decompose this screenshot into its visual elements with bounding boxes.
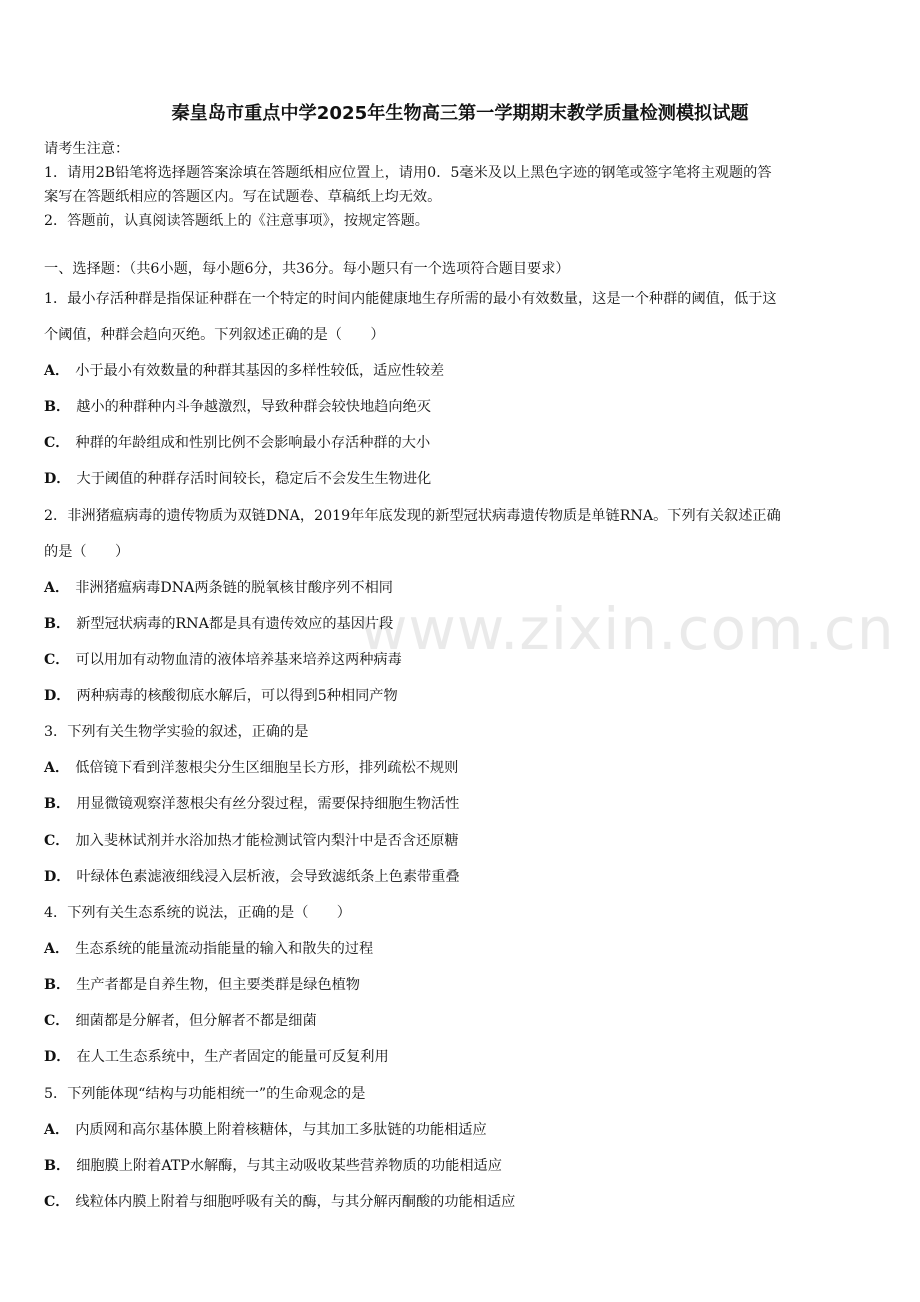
option-a (44, 938, 373, 960)
notice-line-3: 2．答题前，认真阅读答题纸上的《注意事项》，按规定答题。 (44, 213, 429, 229)
option-letter: B． (44, 977, 71, 993)
option-text: 叶绿体色素滤液细线浸入层析液，会导致滤纸条上色素带重叠 (76, 869, 460, 885)
question-stem: 1．最小存活种群是指保证种群在一个特定的时间内能健康地生存所需的最小有效数量，这是一个种群的阈值，低于这 (44, 291, 777, 307)
notice-heading: 请考生注意： (44, 141, 130, 157)
section-heading: 一、选择题：（共6小题，每小题6分，共36分。每小题只有一个选项符合题目要求） (44, 261, 570, 277)
option-text: 细胞膜上附着ATP水解酶，与其主动吸收某些营养物质的功能相适应 (76, 1158, 502, 1174)
option-letter: D． (44, 869, 71, 885)
option-d (44, 1046, 389, 1068)
option-letter: B． (44, 616, 71, 632)
option-text: 大于阈值的种群存活时间较长，稳定后不会发生生物进化 (76, 471, 432, 487)
notice-line-2: 案写在答题纸相应的答题区内。写在试题卷、草稿纸上均无效。 (44, 189, 442, 205)
option-text: 两种病毒的核酸彻底水解后，可以得到5种相同产物 (76, 688, 398, 704)
option-text: 低倍镜下看到洋葱根尖分生区细胞呈长方形，排列疏松不规则 (75, 760, 459, 776)
option-text: 新型冠状病毒的RNA都是具有遗传效应的基因片段 (76, 616, 394, 632)
option-c (44, 432, 430, 454)
option-letter: A． (44, 580, 70, 596)
question-stem: 个阈值，种群会趋向灭绝。下列叙述正确的是（ ） (44, 327, 385, 343)
option-b (44, 1155, 502, 1177)
question-stem: 4．下列有关生态系统的说法，正确的是（ ） (44, 905, 351, 921)
option-letter: C． (44, 833, 70, 849)
option-letter: A． (44, 1122, 70, 1138)
option-a (44, 757, 458, 779)
option-c (44, 1191, 515, 1213)
notice-line-1: 1．请用2B铅笔将选择题答案涂填在答题纸相应位置上，请用0．5毫米及以上黑色字迹的钢笔或签字笔将主观题的答 (44, 165, 772, 181)
option-text: 小于最小有效数量的种群其基因的多样性较低，适应性较差 (75, 363, 445, 379)
option-text: 用显微镜观察洋葱根尖有丝分裂过程，需要保持细胞生物活性 (76, 796, 460, 812)
option-b (44, 793, 459, 815)
option-d (44, 468, 431, 490)
page-title: 秦皇岛市重点中学2025年生物高三第一学期期末教学质量检测模拟试题 (171, 103, 749, 124)
option-text: 在人工生态系统中，生产者固定的能量可反复利用 (76, 1049, 389, 1065)
option-a (44, 360, 444, 382)
option-c (44, 1010, 317, 1032)
option-b (44, 396, 431, 418)
option-letter: B． (44, 399, 71, 415)
option-c (44, 649, 402, 671)
question-stem: 3．下列有关生物学实验的叙述，正确的是 (44, 724, 309, 740)
option-a (44, 1119, 487, 1141)
option-letter: C． (44, 1013, 70, 1029)
watermark: www.zixin.com.cn (360, 595, 895, 663)
option-letter: B． (44, 796, 71, 812)
option-a (44, 577, 393, 599)
option-text: 细菌都是分解者，但分解者不都是细菌 (75, 1013, 317, 1029)
option-letter: D． (44, 1049, 71, 1065)
option-letter: A． (44, 941, 70, 957)
option-c (44, 830, 459, 852)
option-d (44, 866, 460, 888)
option-text: 可以用加有动物血清的液体培养基来培养这两种病毒 (75, 652, 402, 668)
option-letter: A． (44, 363, 70, 379)
option-text: 非洲猪瘟病毒DNA两条链的脱氧核甘酸序列不相同 (75, 580, 393, 596)
option-text: 种群的年龄组成和性别比例不会影响最小存活种群的大小 (75, 435, 431, 451)
option-letter: C． (44, 435, 70, 451)
option-text: 线粒体内膜上附着与细胞呼吸有关的酶，与其分解丙酮酸的功能相适应 (75, 1194, 516, 1210)
option-letter: A． (44, 760, 70, 776)
question-stem: 2．非洲猪瘟病毒的遗传物质为双链DNA，2019年年底发现的新型冠状病毒遗传物质是单链RNA。下列有关叙述正确 (44, 508, 781, 524)
option-letter: B． (44, 1158, 71, 1174)
option-letter: D． (44, 688, 71, 704)
option-b (44, 613, 393, 635)
question-stem: 的是（ ） (44, 544, 130, 560)
option-letter: C． (44, 652, 70, 668)
option-text: 内质网和高尔基体膜上附着核糖体，与其加工多肽链的功能相适应 (75, 1122, 487, 1138)
option-letter: D． (44, 471, 71, 487)
option-b (44, 974, 360, 996)
option-text: 生产者都是自养生物，但主要类群是绿色植物 (76, 977, 360, 993)
option-text: 加入斐林试剂并水浴加热才能检测试管内梨汁中是否含还原糖 (75, 833, 459, 849)
option-text: 生态系统的能量流动指能量的输入和散失的过程 (75, 941, 374, 957)
option-letter: C． (44, 1194, 70, 1210)
option-d (44, 685, 398, 707)
option-text: 越小的种群种内斗争越激烈，导致种群会较快地趋向绝灭 (76, 399, 431, 415)
question-stem: 5．下列能体现“结构与功能相统一”的生命观念的是 (44, 1086, 366, 1102)
